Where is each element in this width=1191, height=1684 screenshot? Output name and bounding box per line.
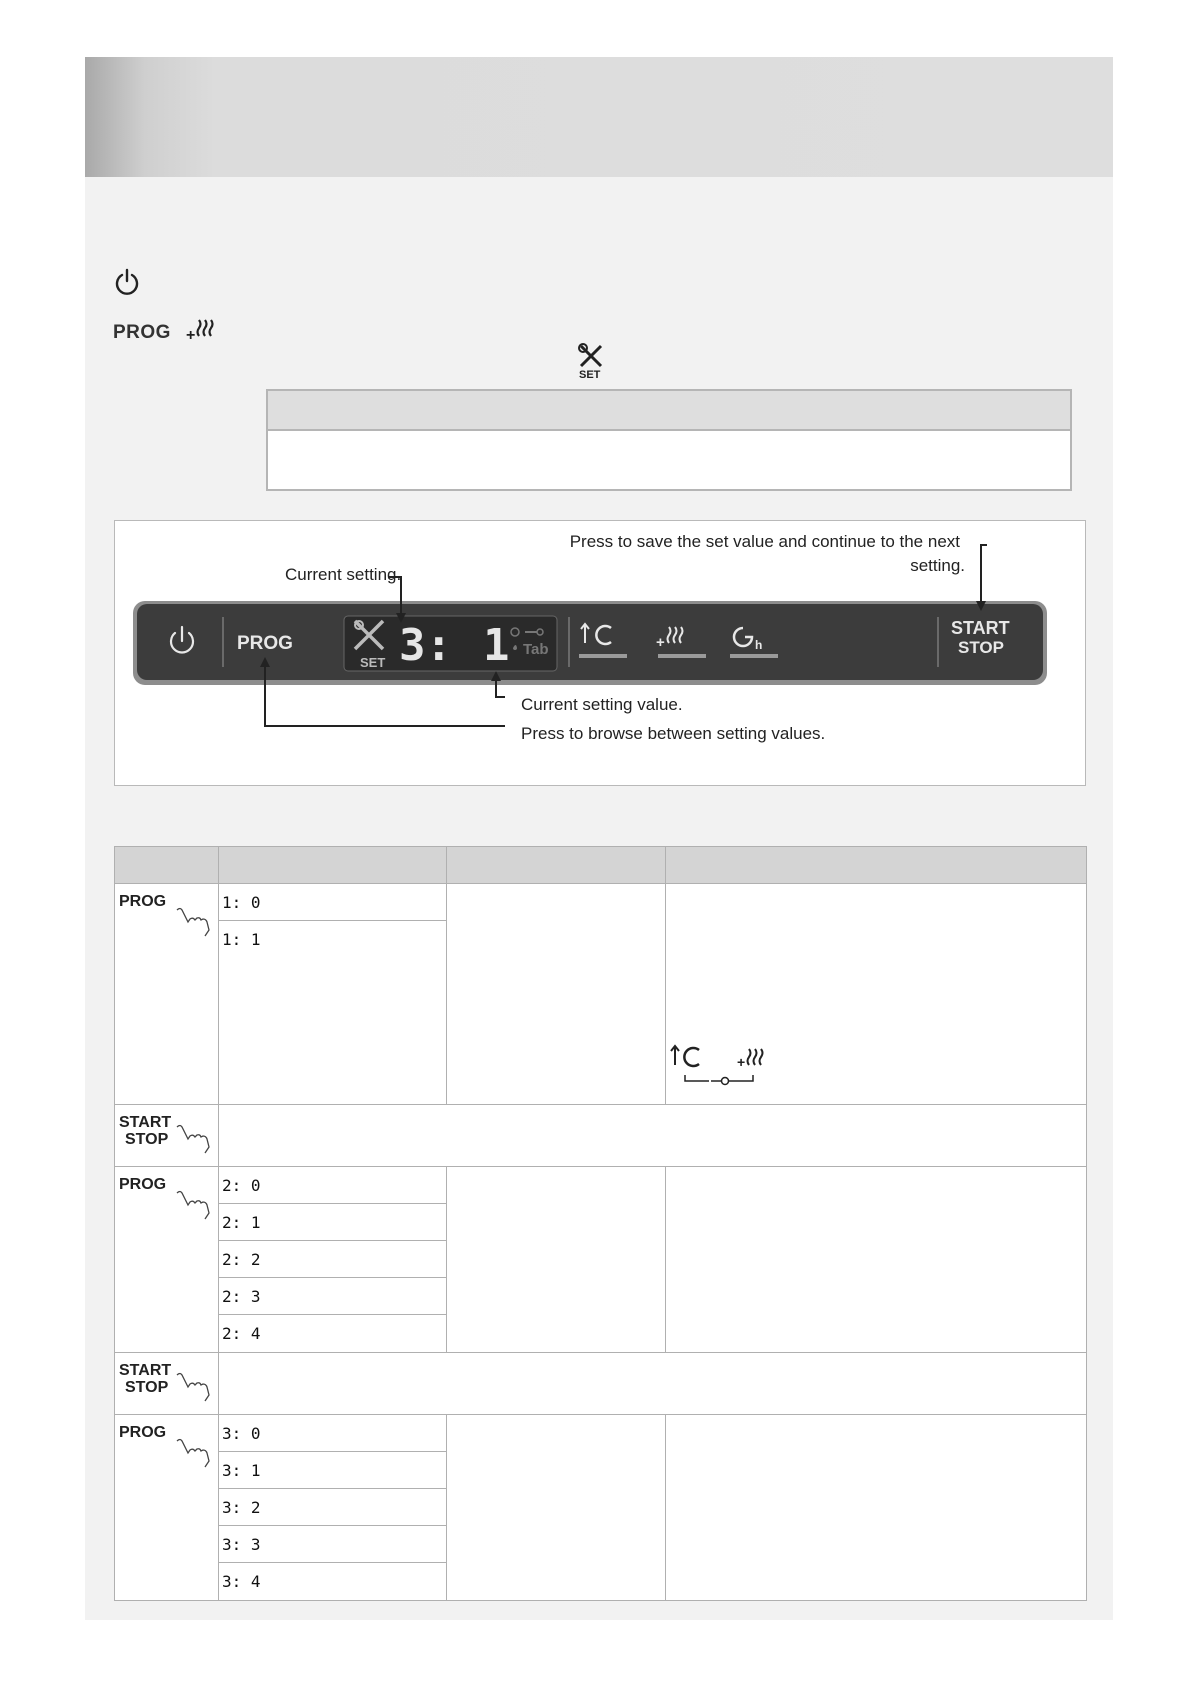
table-row <box>115 1105 1087 1167</box>
start-label: START <box>119 1362 172 1379</box>
settings-table <box>114 846 1087 1601</box>
stop-label: STOP <box>125 1379 169 1396</box>
save-callout-text-1: Press to save the set value and continue to the next <box>569 532 960 551</box>
table-header-row <box>115 847 1087 884</box>
setting-value-option: 1: 1 <box>222 930 261 949</box>
setting-value-option: 2: 4 <box>222 1324 261 1343</box>
start-stop-button-cell <box>115 1105 219 1167</box>
table-row <box>115 1167 1087 1353</box>
prog-button-cell <box>115 884 219 1105</box>
setting-value-option: 2: 1 <box>219 1204 446 1241</box>
control-panel-diagram <box>114 520 1086 786</box>
prog-button-cell <box>115 1415 219 1601</box>
panel-tab-label: Tab <box>523 641 549 658</box>
note-box-header <box>268 391 1070 431</box>
prog-button-label: PROG <box>119 1176 167 1193</box>
setting-value-option: 3: 2 <box>219 1489 446 1526</box>
setting-value-option: 3: 3 <box>219 1526 446 1563</box>
save-callout-line <box>981 545 987 609</box>
setting-value-option: 2: 0 <box>219 1167 446 1204</box>
power-icon <box>113 268 141 296</box>
panel-hours-label: h <box>755 638 763 652</box>
panel-set-label: SET <box>360 655 386 670</box>
start-stop-description-cell <box>219 1105 1087 1167</box>
extra-dry-icon <box>186 316 220 346</box>
current-value-callout-text: Current setting value. <box>521 695 683 714</box>
setting-value-option: 3: 1 <box>219 1452 446 1489</box>
prog-button-label: PROG <box>119 1424 167 1441</box>
prog-button-label: PROG <box>119 893 167 910</box>
setting-value-option: 1: 0 <box>219 884 446 921</box>
description-cell <box>447 1415 666 1601</box>
note-box <box>266 389 1072 491</box>
values-cell <box>219 884 447 1105</box>
svg-text:+: + <box>186 327 196 344</box>
table-row <box>115 1415 1087 1601</box>
prog-button-cell <box>115 1167 219 1353</box>
table-row <box>115 1353 1087 1415</box>
start-stop-button-cell <box>115 1353 219 1415</box>
start-stop-description-cell <box>219 1353 1087 1415</box>
svg-text:+: + <box>656 634 665 651</box>
start-stop-button-label <box>119 1362 171 1396</box>
hand-press-icon <box>175 1369 211 1403</box>
setting-value-option: 2: 2 <box>219 1241 446 1278</box>
prog-label: PROG <box>113 322 171 343</box>
notes-cell <box>666 1415 1087 1601</box>
stop-label: STOP <box>125 1131 169 1148</box>
panel-prog-button[interactable]: PROG <box>237 633 293 654</box>
hand-press-icon <box>175 904 211 938</box>
set-icon-label: SET <box>579 369 601 380</box>
panel-stop-label[interactable]: STOP <box>958 638 1004 657</box>
save-callout-text-2: setting. <box>910 556 965 575</box>
hand-press-icon <box>175 1187 211 1221</box>
header-band <box>85 57 1113 177</box>
child-lock-combo-icon <box>669 1041 779 1089</box>
setting-value-option: 3: 0 <box>219 1415 446 1452</box>
description-cell <box>447 1167 666 1353</box>
panel-start-label[interactable]: START <box>951 618 1010 638</box>
setting-value-option: 3: 4 <box>222 1572 261 1591</box>
hand-press-icon <box>175 1435 211 1469</box>
description-cell <box>447 884 666 1105</box>
start-stop-button-label <box>119 1114 171 1148</box>
settings-set-icon <box>575 342 609 380</box>
svg-text:+: + <box>737 1054 746 1070</box>
browse-callout-text: Press to browse between setting values. <box>521 724 826 743</box>
panel-setting-value: 1 <box>483 620 510 671</box>
current-setting-callout-text: Current setting. <box>285 565 402 584</box>
values-cell <box>219 1415 447 1601</box>
notes-cell <box>666 1167 1087 1353</box>
panel-setting-number: 3: <box>399 620 452 671</box>
notes-cell <box>666 884 1087 1105</box>
start-label: START <box>119 1114 172 1131</box>
hand-press-icon <box>175 1121 211 1155</box>
table-row <box>115 884 1087 1105</box>
setting-value-option: 2: 3 <box>219 1278 446 1315</box>
values-cell <box>219 1167 447 1353</box>
